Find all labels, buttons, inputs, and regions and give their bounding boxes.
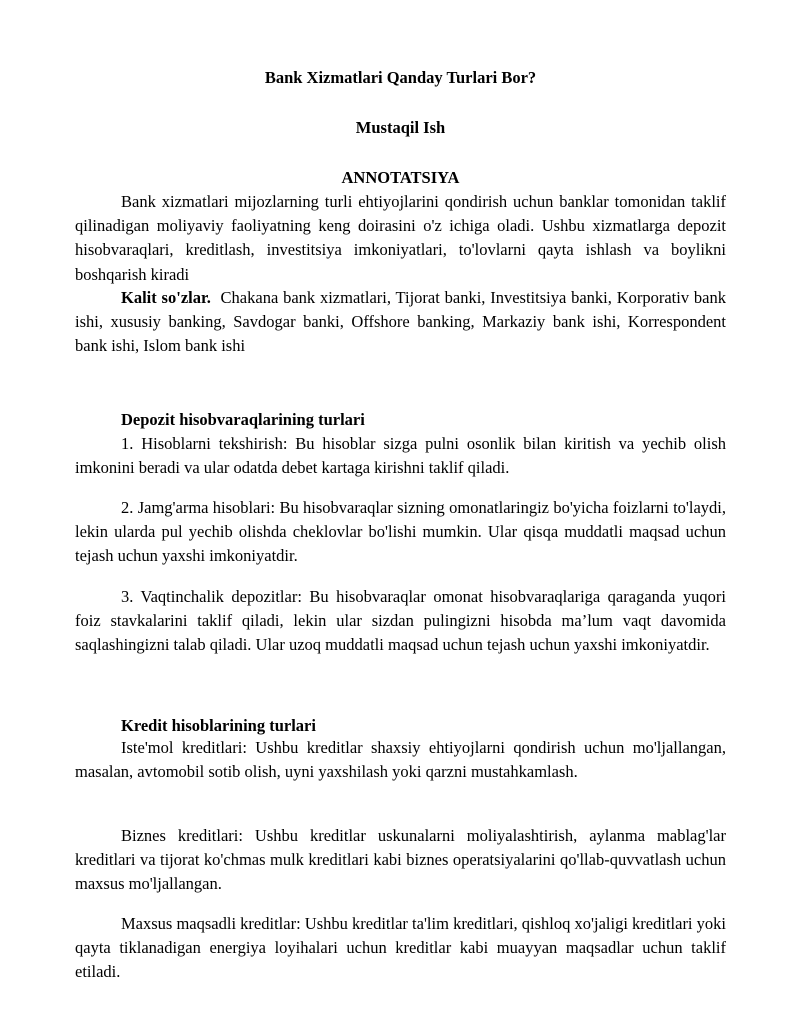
document-title: Bank Xizmatlari Qanday Turlari Bor?: [264, 68, 537, 87]
section-heading-loans: Kredit hisoblarining turlari: [121, 716, 316, 735]
keywords-text: Chakana bank xizmatlari, Tijorat banki, Investitsiya banki, Korporativ bank ishi, xususiy banking, Savdogar banki, Offshore banking, Markaziy bank ishi, Korrespondent bank ishi, Islom bank ishi: [75, 288, 726, 356]
loan-paragraph-business: Biznes kreditlari: Ushbu kreditlar uskunalarni moliyalashtirish, aylanma mablag'lar kreditlari va tijorat ko'chmas mulk kreditlari kabi biznes operatsiyalarini qo'llab-quvvatlash uchun maxsus mo'ljallangan.: [75, 826, 726, 894]
deposit-paragraph-time: 3. Vaqtinchalik depozitlar: Bu hisobvaraqlar omonat hisobvaraqlariga qaraganda yuqori foiz stavkalarini taklif qiladi, lekin ular sizdan pulingizni hisobda ma’lum vaqt davomida saqlashingizni talab qiladi. Ular uzoq muddatli maqsad uchun tejash uchun yaxshi imkoniyatdir.: [75, 587, 726, 655]
deposit-paragraph-savings: 2. Jamg'arma hisoblari: Bu hisobvaraqlar sizning omonatlaringiz bo'yicha foizlarni to'laydi, lekin ularda pul yechib olishda cheklovlar bo'lishi mumkin. Ular qisqa muddatli maqsad uchun tejash uchun yaxshi imkoniyatdir.: [75, 498, 726, 566]
abstract-paragraph: Bank xizmatlari mijozlarning turli ehtiyojlarini qondirish uchun banklar tomonidan taklif qilinadigan moliyaviy faoliyatning keng doirasini o'z ichiga oladi. Ushbu xizmatlarga depozit hisobvaraqlari, kreditlash, investitsiya imkoniyatlari, to'lovlarni qayta ishlash va boylikni boshqarish kiradi: [75, 192, 726, 284]
abstract-heading: ANNOTATSIYA: [341, 168, 460, 187]
keywords-paragraph: [75, 286, 726, 359]
loan-paragraph-special: Maxsus maqsadli kreditlar: Ushbu kreditlar ta'lim kreditlari, qishloq xo'jaligi kreditlari yoki qayta tiklanadigan energiya loyihalari uchun kreditlar kabi muayyan maqsadlar uchun taklif etiladi.: [75, 914, 726, 982]
deposit-paragraph-checking: 1. Hisoblarni tekshirish: Bu hisoblar sizga pulni osonlik bilan kiritish va yechib olish imkonini beradi va ular odatda debet kartaga kirishni taklif qiladi.: [75, 434, 726, 478]
document-subtitle: Mustaqil Ish: [355, 118, 446, 137]
loan-paragraph-consumer: Iste'mol kreditlari: Ushbu kreditlar shaxsiy ehtiyojlarni qondirish uchun mo'ljallangan, masalan, avtomobil sotib olish, uyni yaxshilash yoki qarzni mustahkamlash.: [75, 738, 726, 782]
keywords-label: Kalit so'zlar.: [121, 288, 211, 307]
section-heading-deposits: Depozit hisobvaraqlarining turlari: [121, 410, 365, 429]
